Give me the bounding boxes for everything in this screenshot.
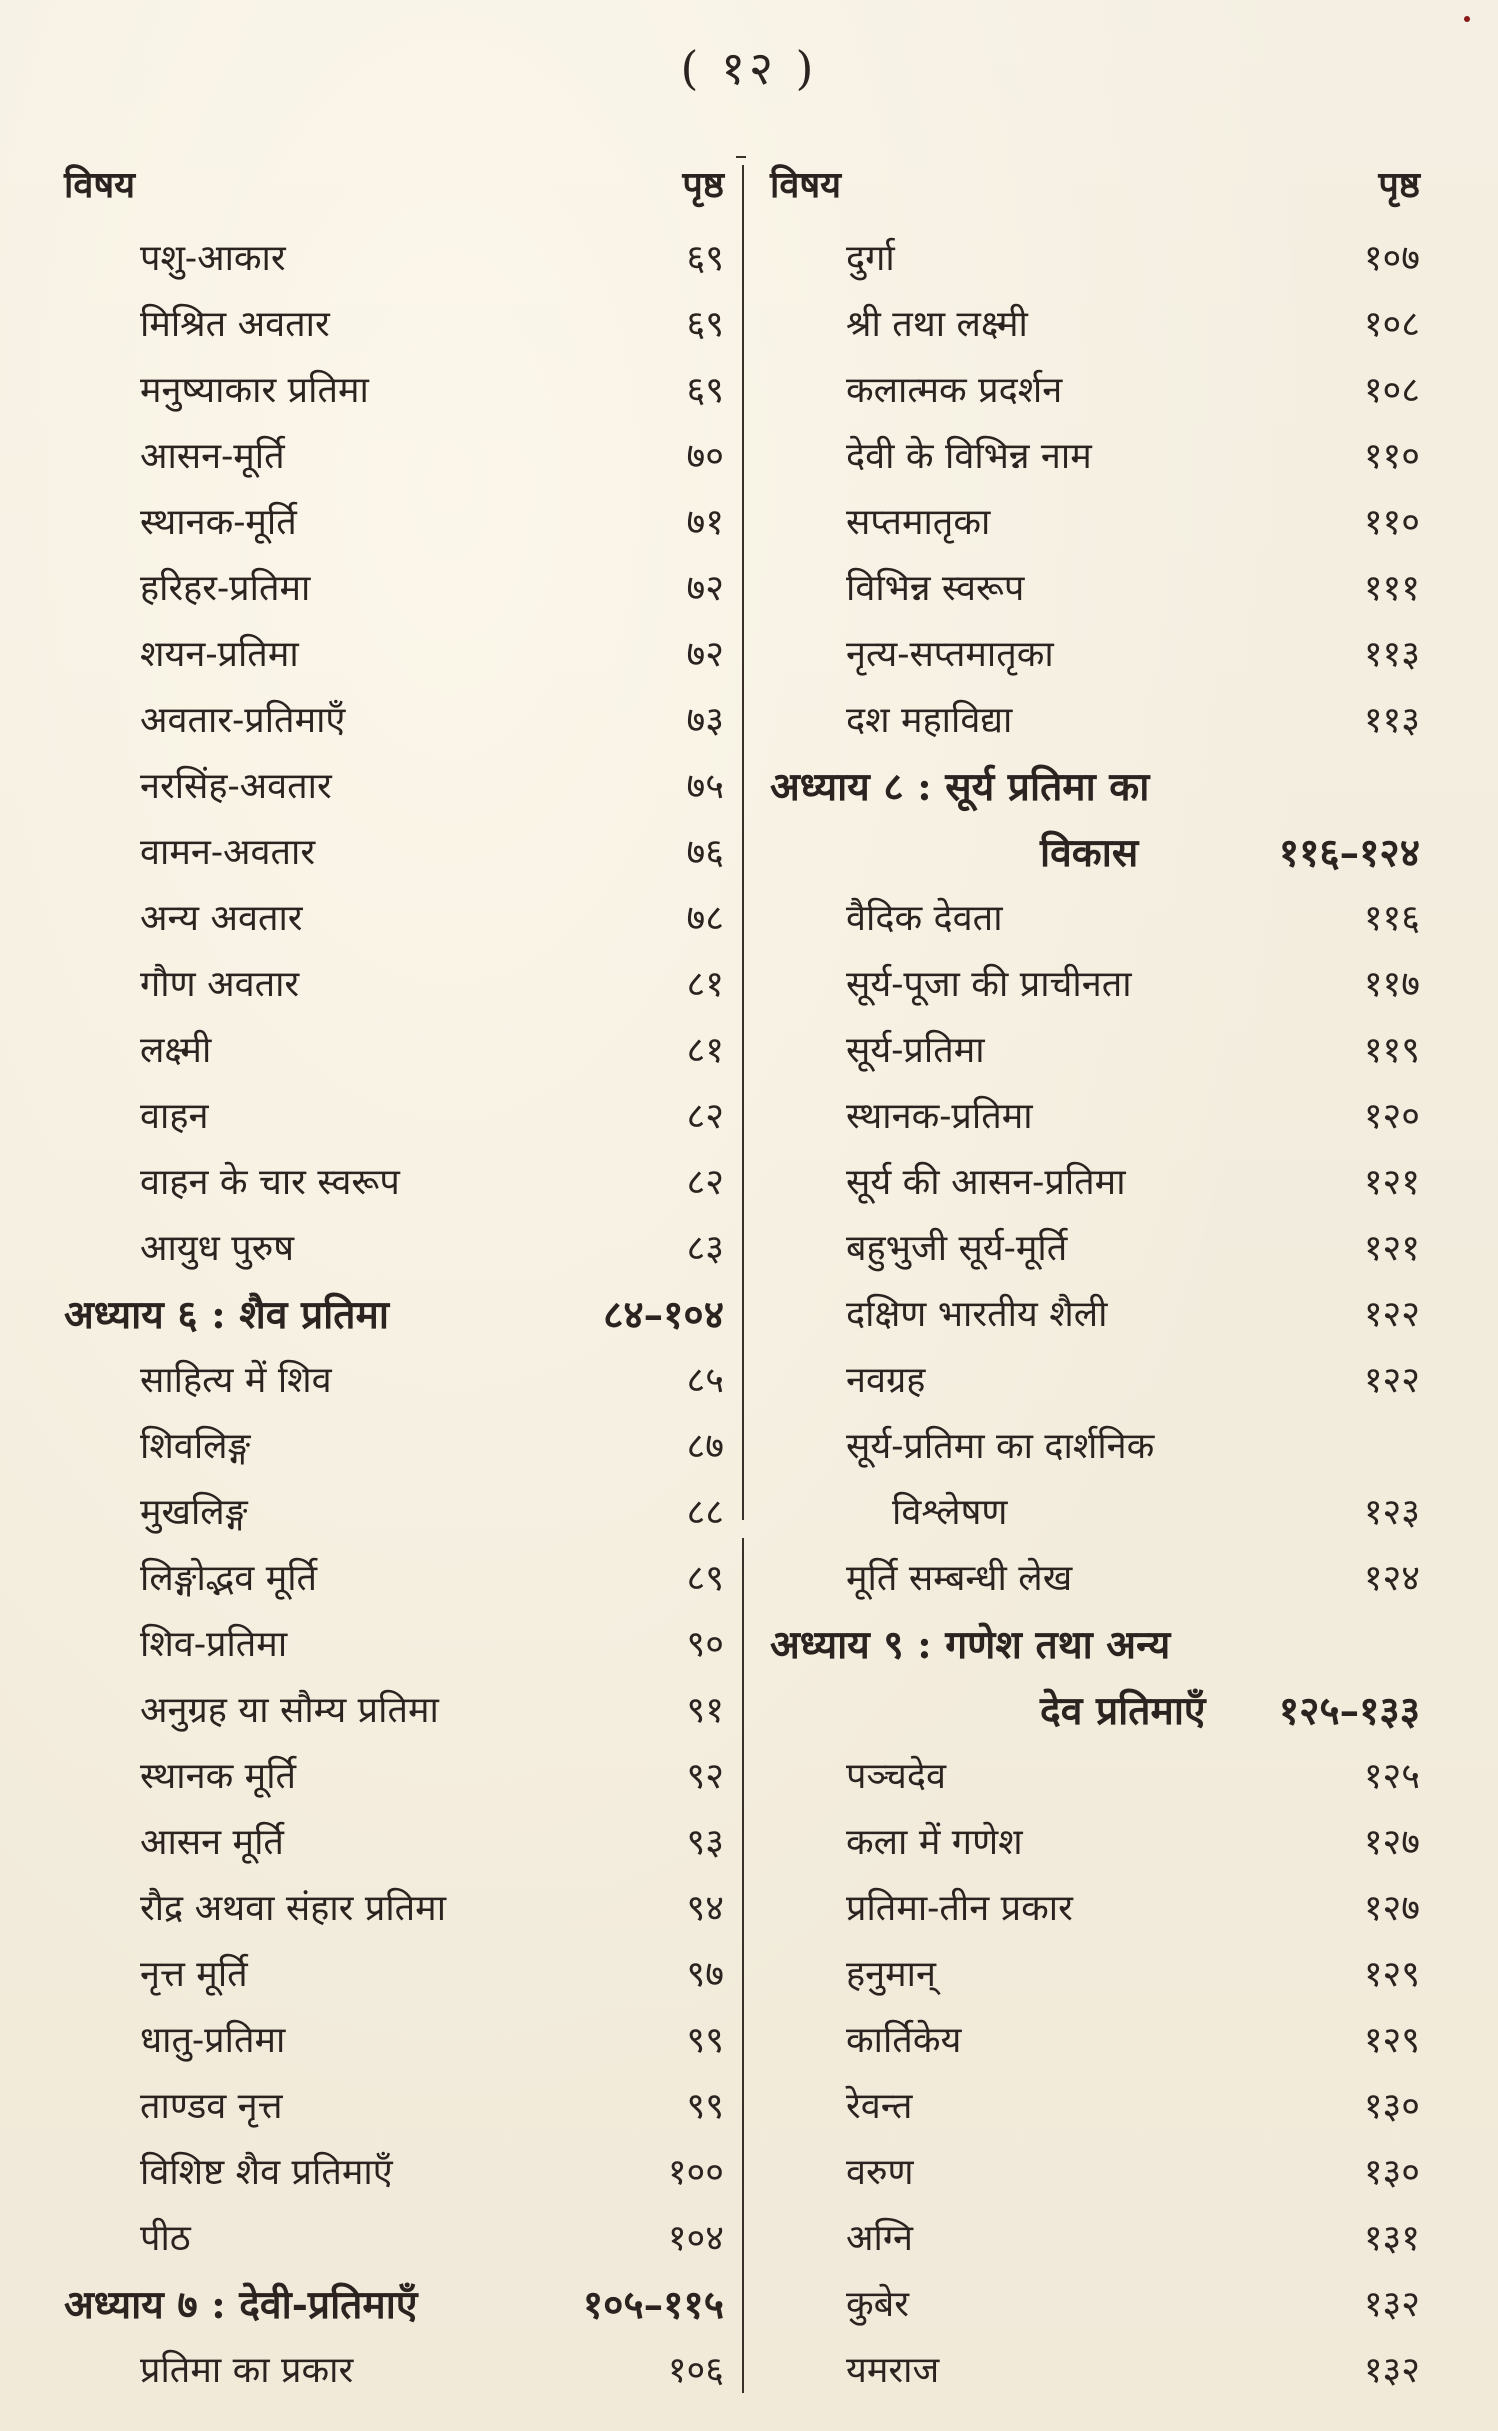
entry-page: १२७ <box>1363 1822 1420 1863</box>
toc-entry <box>64 490 724 556</box>
toc-entry <box>64 226 724 292</box>
entry-page: ८४–१०४ <box>603 1292 724 1338</box>
entry-title: नृत्य-सप्तमातृका <box>846 634 1054 675</box>
entry-title: शयन-प्रतिमा <box>140 634 299 675</box>
toc-entry <box>770 490 1420 556</box>
right-column-header <box>770 160 1420 210</box>
entry-title: वाहन <box>140 1096 209 1137</box>
toc-entry <box>770 1876 1420 1942</box>
toc-entry <box>64 1216 724 1282</box>
right-column <box>770 160 1420 2404</box>
toc-entry <box>64 1942 724 2008</box>
toc-entry <box>770 1018 1420 1084</box>
toc-entry <box>64 358 724 424</box>
toc-entry <box>770 226 1420 292</box>
entry-title: वरुण <box>846 2152 914 2193</box>
entry-page: ९४ <box>686 1888 724 1929</box>
entry-page: ९९ <box>686 2020 724 2061</box>
toc-entry <box>770 622 1420 688</box>
entry-title: कार्तिकेय <box>846 2020 962 2061</box>
entry-title: नरसिंह-अवतार <box>140 766 332 807</box>
entry-title: ताण्डव नृत्त <box>140 2086 283 2127</box>
entry-page: ६९ <box>686 304 724 345</box>
entry-title: पञ्चदेव <box>846 1756 946 1797</box>
toc-entry <box>770 2074 1420 2140</box>
entry-page: ९२ <box>686 1756 724 1797</box>
ink-stain <box>1464 16 1470 22</box>
entry-page: ७० <box>686 436 724 477</box>
entry-page: १२९ <box>1363 1954 1420 1995</box>
entry-page: ७२ <box>686 568 724 609</box>
toc-entry <box>770 358 1420 424</box>
toc-entry <box>770 688 1420 754</box>
toc-entry <box>64 556 724 622</box>
entry-page: १०४ <box>667 2218 724 2259</box>
chapter-heading <box>64 2272 724 2338</box>
entry-title: लक्ष्मी <box>140 1030 212 1071</box>
entry-title: सूर्य-पूजा की प्राचीनता <box>846 964 1132 1005</box>
entry-title: हरिहर-प्रतिमा <box>140 568 311 609</box>
toc-entry <box>770 1282 1420 1348</box>
toc-entry <box>64 622 724 688</box>
entry-title: अनुग्रह या सौम्य प्रतिमा <box>140 1690 439 1731</box>
entry-page: ६९ <box>686 238 724 279</box>
entry-title: हनुमान् <box>846 1954 936 1995</box>
page-heading: पृष्ठ <box>1378 164 1420 206</box>
entry-page: १२४ <box>1363 1558 1420 1599</box>
entry-title: देवी के विभिन्न नाम <box>846 436 1092 477</box>
entry-page: ७१ <box>686 502 724 543</box>
toc-entry <box>64 2074 724 2140</box>
subject-heading: विषय <box>64 164 136 206</box>
toc-entry <box>64 292 724 358</box>
entry-page: ७५ <box>686 766 724 807</box>
toc-entry <box>770 2206 1420 2272</box>
toc-entry <box>64 1414 724 1480</box>
toc-entry <box>770 1810 1420 1876</box>
entry-page: ९३ <box>686 1822 724 1863</box>
toc-entry <box>64 2140 724 2206</box>
entry-page: १२१ <box>1363 1162 1420 1203</box>
entry-title: स्थानक-प्रतिमा <box>846 1096 1033 1137</box>
entry-page: १२२ <box>1363 1360 1420 1401</box>
entry-page: १०८ <box>1363 370 1420 411</box>
entry-title: गौण अवतार <box>140 964 300 1005</box>
entry-page: ९९ <box>686 2086 724 2127</box>
entry-title: आसन-मूर्ति <box>140 436 285 477</box>
toc-entry <box>770 2140 1420 2206</box>
entry-page: १२५–१३३ <box>1278 1688 1420 1734</box>
entry-page: १२२ <box>1363 1294 1420 1335</box>
entry-title: स्थानक-मूर्ति <box>140 502 297 543</box>
toc-entry <box>64 1810 724 1876</box>
toc-entry <box>770 424 1420 490</box>
entry-title: आसन मूर्ति <box>140 1822 284 1863</box>
toc-entry <box>770 1942 1420 2008</box>
entry-title: पीठ <box>140 2218 191 2259</box>
entry-title: वैदिक देवता <box>846 898 1003 939</box>
entry-page: १२० <box>1363 1096 1420 1137</box>
entry-title: दक्षिण भारतीय शैली <box>846 1294 1108 1335</box>
entry-page: ८१ <box>686 1030 724 1071</box>
entry-page: १३० <box>1363 2086 1420 2127</box>
chapter-heading <box>770 820 1420 886</box>
page-heading: पृष्ठ <box>682 164 724 206</box>
toc-entry <box>64 688 724 754</box>
entry-page: १२३ <box>1363 1492 1420 1533</box>
entry-title: दश महाविद्या <box>846 700 1013 741</box>
toc-entry <box>770 1150 1420 1216</box>
toc-entry <box>64 1744 724 1810</box>
entry-title: अवतार-प्रतिमाएँ <box>140 700 346 741</box>
toc-entry <box>64 754 724 820</box>
entry-page: ८३ <box>686 1228 724 1269</box>
entry-page: ११६–१२४ <box>1278 830 1420 876</box>
entry-title: वाहन के चार स्वरूप <box>140 1162 400 1203</box>
entry-title: मनुष्याकार प्रतिमा <box>140 370 369 411</box>
entry-title: पशु-आकार <box>140 238 286 279</box>
toc-entry <box>770 952 1420 1018</box>
toc-entry <box>770 2272 1420 2338</box>
entry-page: ७८ <box>686 898 724 939</box>
toc-entry <box>770 1216 1420 1282</box>
entry-page: ८९ <box>686 1558 724 1599</box>
entry-page: ८५ <box>686 1360 724 1401</box>
toc-entry <box>770 1084 1420 1150</box>
left-column <box>64 160 724 2404</box>
entry-title: देव प्रतिमाएँ <box>1040 1688 1206 1734</box>
entry-title: नवग्रह <box>846 1360 926 1401</box>
entry-title: स्थानक मूर्ति <box>140 1756 297 1797</box>
toc-entry <box>64 2008 724 2074</box>
entry-title: अन्य अवतार <box>140 898 303 939</box>
entry-page: ७२ <box>686 634 724 675</box>
entry-title: कुबेर <box>846 2284 909 2325</box>
toc-entry <box>770 1414 1420 1480</box>
entry-title: विश्लेषण <box>892 1492 1008 1533</box>
entry-title: बहुभुजी सूर्य-मूर्ति <box>846 1228 1068 1269</box>
entry-page: ११३ <box>1363 634 1420 675</box>
entry-page: ९० <box>686 1624 724 1665</box>
entry-page: ८७ <box>686 1426 724 1467</box>
toc-entry <box>64 1480 724 1546</box>
left-column-header <box>64 160 724 210</box>
column-divider-upper <box>742 165 744 1520</box>
entry-title: सूर्य-प्रतिमा का दार्शनिक <box>846 1426 1155 1467</box>
page-number: ( १२ ) <box>680 41 818 95</box>
entry-page: १२९ <box>1363 2020 1420 2061</box>
left-entries <box>64 226 724 2404</box>
toc-entry <box>64 2206 724 2272</box>
entry-page: ११० <box>1363 436 1420 477</box>
entry-page: ६९ <box>686 370 724 411</box>
entry-page: ९१ <box>686 1690 724 1731</box>
entry-title: नृत्त मूर्ति <box>140 1954 248 1995</box>
entry-page: ७३ <box>686 700 724 741</box>
entry-page: ८२ <box>686 1162 724 1203</box>
entry-title: लिङ्गोद्भव मूर्ति <box>140 1558 318 1599</box>
entry-page: १३१ <box>1363 2218 1420 2259</box>
entry-page: ८१ <box>686 964 724 1005</box>
toc-entry <box>770 1480 1420 1546</box>
entry-page: ११६ <box>1363 898 1420 939</box>
entry-title: श्री तथा लक्ष्मी <box>846 304 1028 345</box>
toc-entry <box>64 1150 724 1216</box>
subject-heading: विषय <box>770 164 842 206</box>
toc-entry <box>64 1612 724 1678</box>
entry-title: सप्तमातृका <box>846 502 991 543</box>
chapter-heading <box>770 1612 1420 1678</box>
chapter-heading <box>64 1282 724 1348</box>
column-divider-tick <box>736 156 746 158</box>
toc-entry <box>770 886 1420 952</box>
entry-title: साहित्य में शिव <box>140 1360 332 1401</box>
entry-title: अग्नि <box>846 2218 913 2259</box>
entry-page: १३२ <box>1363 2284 1420 2325</box>
toc-entry <box>770 1744 1420 1810</box>
entry-title: शिव-प्रतिमा <box>140 1624 288 1665</box>
entry-title: आयुध पुरुष <box>140 1228 295 1269</box>
entry-title: कलात्मक प्रदर्शन <box>846 370 1063 411</box>
toc-entry <box>64 1084 724 1150</box>
toc-entry <box>770 1546 1420 1612</box>
entry-page: १३० <box>1363 2152 1420 2193</box>
entry-title: विकास <box>1040 830 1139 876</box>
entry-title: प्रतिमा का प्रकार <box>140 2350 354 2391</box>
entry-title: सूर्य की आसन-प्रतिमा <box>846 1162 1126 1203</box>
entry-page: १२७ <box>1363 1888 1420 1929</box>
toc-entry <box>770 2008 1420 2074</box>
entry-title: विभिन्न स्वरूप <box>846 568 1025 609</box>
entry-page: १०८ <box>1363 304 1420 345</box>
entry-title: शिवलिङ्ग <box>140 1426 251 1467</box>
chapter-heading <box>770 754 1420 820</box>
entry-title: अध्याय ८ : सूर्य प्रतिमा का <box>770 764 1150 810</box>
entry-page: ११९ <box>1363 1030 1420 1071</box>
toc-entry <box>64 1546 724 1612</box>
entry-title: प्रतिमा-तीन प्रकार <box>846 1888 1073 1929</box>
entry-page: ११७ <box>1363 964 1420 1005</box>
column-divider-lower <box>742 1538 744 2393</box>
toc-entry <box>64 1348 724 1414</box>
entry-page: १०६ <box>667 2350 724 2391</box>
entry-page: १०७ <box>1363 238 1420 279</box>
entry-title: कला में गणेश <box>846 1822 1023 1863</box>
toc-entry <box>64 886 724 952</box>
entry-page: ११३ <box>1363 700 1420 741</box>
entry-page: ८२ <box>686 1096 724 1137</box>
entry-page: १२१ <box>1363 1228 1420 1269</box>
entry-title: मूर्ति सम्बन्धी लेख <box>846 1558 1073 1599</box>
toc-entry <box>64 424 724 490</box>
entry-title: विशिष्ट शैव प्रतिमाएँ <box>140 2152 393 2193</box>
entry-page: १०५–११५ <box>582 2282 724 2328</box>
entry-title: यमराज <box>846 2350 940 2391</box>
toc-entry <box>770 2338 1420 2404</box>
entry-title: अध्याय ६ : शैव प्रतिमा <box>64 1292 389 1338</box>
toc-entry <box>64 820 724 886</box>
entry-title: रेवन्त <box>846 2086 913 2127</box>
entry-title: मुखलिङ्ग <box>140 1492 248 1533</box>
entry-page: ७६ <box>686 832 724 873</box>
entry-page: १२५ <box>1363 1756 1420 1797</box>
entry-title: दुर्गा <box>846 238 895 279</box>
entry-title: अध्याय ७ : देवी-प्रतिमाएँ <box>64 2282 418 2328</box>
toc-entry <box>64 1678 724 1744</box>
entry-title: मिश्रित अवतार <box>140 304 330 345</box>
entry-title: धातु-प्रतिमा <box>140 2020 286 2061</box>
entry-page: १११ <box>1363 568 1420 609</box>
entry-page: ११० <box>1363 502 1420 543</box>
entry-page: ८८ <box>686 1492 724 1533</box>
toc-entry <box>64 2338 724 2404</box>
entry-title: रौद्र अथवा संहार प्रतिमा <box>140 1888 447 1929</box>
entry-title: सूर्य-प्रतिमा <box>846 1030 985 1071</box>
entry-title: अध्याय ९ : गणेश तथा अन्य <box>770 1622 1171 1668</box>
toc-entry <box>770 556 1420 622</box>
toc-entry <box>64 952 724 1018</box>
toc-entry <box>64 1876 724 1942</box>
entry-title: वामन-अवतार <box>140 832 316 873</box>
right-entries <box>770 226 1420 2404</box>
entry-page: १३२ <box>1363 2350 1420 2391</box>
entry-page: १०० <box>667 2152 724 2193</box>
entry-page: ९७ <box>686 1954 724 1995</box>
toc-entry <box>770 1348 1420 1414</box>
toc-entry <box>770 292 1420 358</box>
chapter-heading <box>770 1678 1420 1744</box>
toc-entry <box>64 1018 724 1084</box>
